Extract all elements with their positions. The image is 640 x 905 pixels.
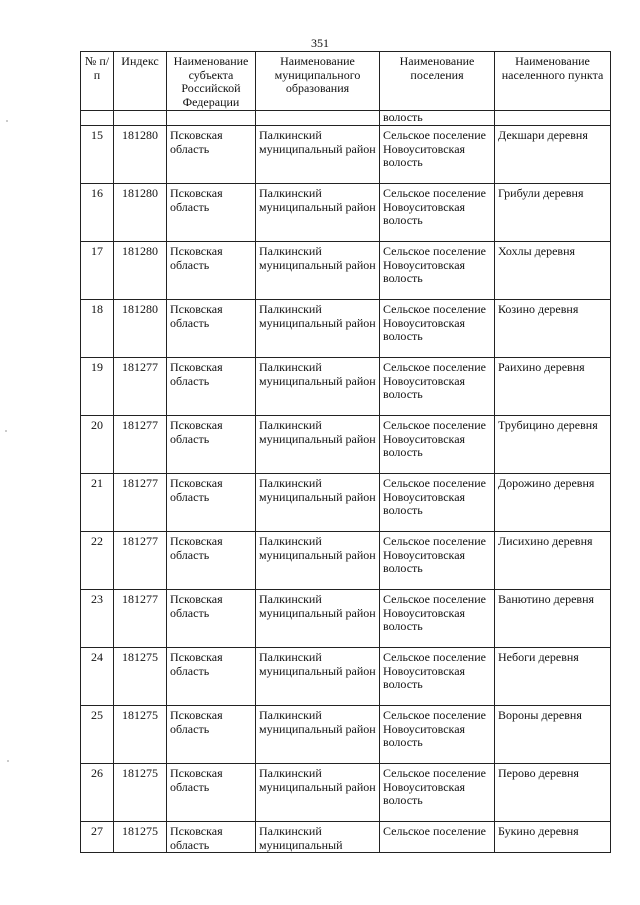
table-row [81,126,611,184]
cell-index: 181277 [114,416,167,474]
cell-locality: Декшари деревня [495,126,611,184]
cell-subject: Псковская область [167,358,256,416]
cell-subject: Псковская область [167,648,256,706]
cell-num: 17 [81,242,114,300]
table-row [81,242,611,300]
cell-index: 181277 [114,532,167,590]
cell-settlement: Сельское поселение Новоуситовская волость [380,358,495,416]
cell-subject: Псковская область [167,532,256,590]
cell-num: 25 [81,706,114,764]
cell-index: 181275 [114,706,167,764]
cell-subject: Псковская область [167,590,256,648]
table-row [81,648,611,706]
cell-municipality: Палкинский муниципальный район [256,648,380,706]
scan-speck [7,760,9,762]
cell-settlement: Сельское поселение Новоуситовская волость [380,300,495,358]
table-row [81,706,611,764]
table-row [81,474,611,532]
table-row [81,822,611,853]
cell-settlement: Сельское поселение Новоуситовская волость [380,242,495,300]
cell-municipality: Палкинский муниципальный район [256,184,380,242]
header-cell-municipality: Наименование муниципального образования [256,52,380,111]
cell-num: 24 [81,648,114,706]
cell-locality: Букино деревня [495,822,611,853]
cell-municipality: Палкинский муниципальный район [256,358,380,416]
cell-num: 22 [81,532,114,590]
cell-settlement: волость [380,111,495,126]
cell-municipality: Палкинский муниципальный район [256,706,380,764]
cell-subject: Псковская область [167,706,256,764]
header-cell-subject: Наименование субъекта Российской Федерации [167,52,256,111]
table-row [81,358,611,416]
table-row [81,184,611,242]
cell-settlement: Сельское поселение Новоуситовская волость [380,126,495,184]
cell-settlement: Сельское поселение Новоуситовская волость [380,706,495,764]
cell-index: 181275 [114,764,167,822]
cell-num: 16 [81,184,114,242]
cell-locality: Грибули деревня [495,184,611,242]
locality-table [80,51,611,853]
cell-settlement: Сельское поселение Новоуситовская волость [380,184,495,242]
cell-subject: Псковская область [167,822,256,853]
cell-locality: Ванютино деревня [495,590,611,648]
continuation-row [81,111,611,126]
page-number: 351 [311,36,329,50]
cell-index: 181280 [114,126,167,184]
table-header [81,52,611,111]
cell-subject: Псковская область [167,242,256,300]
table-body [81,111,611,853]
cell-index [114,111,167,126]
cell-municipality: Палкинский муниципальный район [256,416,380,474]
header-cell-num: № п/п [81,52,114,111]
cell-locality: Козино деревня [495,300,611,358]
cell-settlement: Сельское поселение Новоуситовская волость [380,590,495,648]
cell-locality [495,111,611,126]
cell-index: 181277 [114,358,167,416]
cell-locality: Дорожино деревня [495,474,611,532]
cell-locality: Трубицино деревня [495,416,611,474]
cell-subject: Псковская область [167,764,256,822]
cell-index: 181280 [114,300,167,358]
table-row [81,300,611,358]
cell-municipality: Палкинский муниципальный район [256,126,380,184]
cell-num: 15 [81,126,114,184]
header-cell-locality: Наименование населенного пункта [495,52,611,111]
cell-locality: Хохлы деревня [495,242,611,300]
table-row [81,590,611,648]
cell-municipality: Палкинский муниципальный район [256,764,380,822]
table-row [81,764,611,822]
cell-subject: Псковская область [167,184,256,242]
cell-locality: Небоги деревня [495,648,611,706]
cell-subject: Псковская область [167,126,256,184]
cell-index: 181280 [114,242,167,300]
cell-num: 27 [81,822,114,853]
cell-municipality: Палкинский муниципальный район [256,300,380,358]
cell-index: 181275 [114,648,167,706]
header-cell-settlement: Наименование поселения [380,52,495,111]
cell-num: 19 [81,358,114,416]
cell-subject: Псковская область [167,416,256,474]
cell-settlement: Сельское поселение Новоуситовская волость [380,416,495,474]
cell-index: 181277 [114,590,167,648]
cell-subject [167,111,256,126]
cell-municipality: Палкинский муниципальный район [256,532,380,590]
table-row [81,532,611,590]
cell-num: 26 [81,764,114,822]
cell-settlement: Сельское поселение [380,822,495,853]
cell-num: 20 [81,416,114,474]
cell-num: 18 [81,300,114,358]
cell-municipality [256,111,380,126]
cell-locality: Раихино деревня [495,358,611,416]
cell-locality: Вороны деревня [495,706,611,764]
cell-locality: Лисихино деревня [495,532,611,590]
cell-settlement: Сельское поселение Новоуситовская волость [380,764,495,822]
scan-speck [5,430,7,432]
cell-locality: Перово деревня [495,764,611,822]
cell-settlement: Сельское поселение Новоуситовская волость [380,648,495,706]
cell-num: 21 [81,474,114,532]
header-row [81,52,611,111]
cell-settlement: Сельское поселение Новоуситовская волость [380,532,495,590]
cell-index: 181277 [114,474,167,532]
cell-municipality: Палкинский муниципальный район [256,590,380,648]
cell-index: 181280 [114,184,167,242]
cell-subject: Псковская область [167,300,256,358]
cell-index: 181275 [114,822,167,853]
cell-municipality: Палкинский муниципальный район [256,474,380,532]
header-cell-index: Индекс [114,52,167,111]
cell-num: 23 [81,590,114,648]
cell-settlement: Сельское поселение Новоуситовская волость [380,474,495,532]
cell-subject: Псковская область [167,474,256,532]
table-row [81,416,611,474]
cell-municipality: Палкинский муниципальный район [256,242,380,300]
cell-municipality: Палкинский муниципальный [256,822,380,853]
scan-speck [6,120,8,122]
cell-num [81,111,114,126]
